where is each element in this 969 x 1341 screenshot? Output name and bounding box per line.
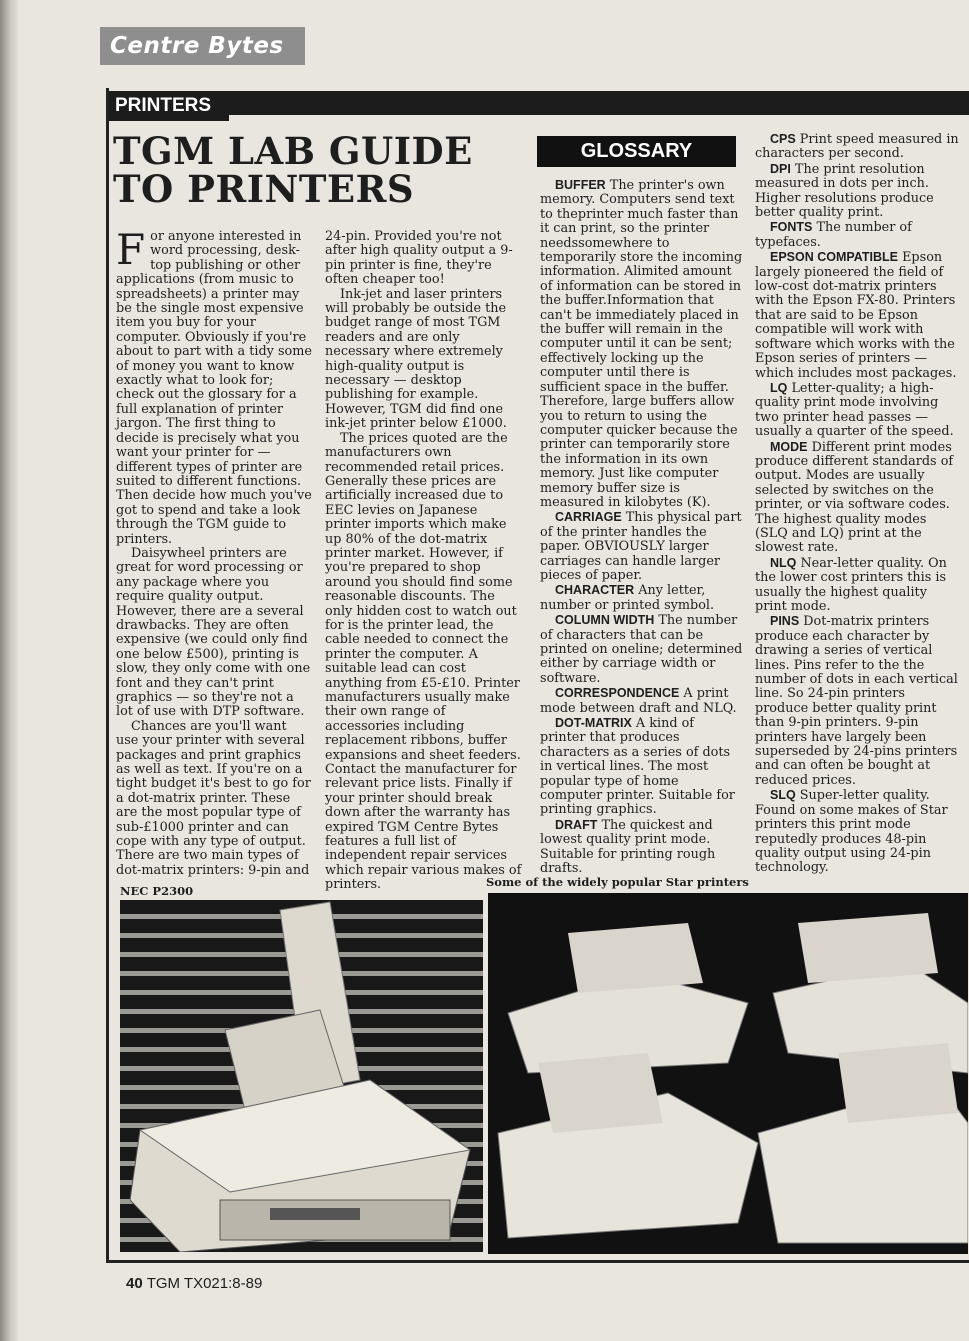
- glossary-term: CARRIAGE: [555, 510, 622, 525]
- page-spine-shadow: [0, 0, 18, 1341]
- body-column-1: [116, 225, 313, 878]
- glossary-column-right: [755, 132, 959, 876]
- category-bar: PRINTERS: [109, 91, 229, 121]
- folio: [126, 1275, 262, 1292]
- glossary-entry: [755, 556, 959, 615]
- paragraph: Daisywheel printers are great for word processing or any package where you require quality output. However, there are a several drawbacks. They are often expensive (we could only find one below £500), printing is slow, they only come with one font and they can't print graphics — so they're not a lot of use with DTP software.: [116, 545, 311, 720]
- glossary-term: BUFFER: [555, 178, 606, 192]
- glossary-entry: [755, 788, 959, 875]
- page-number: 40: [126, 1275, 143, 1292]
- issue-reference: TGM TX021:8-89: [146, 1275, 263, 1292]
- glossary-entry: [540, 510, 743, 583]
- glossary-definition: Epson largely pioneered the field of low-cost dot-matrix printers with the Epson FX-80. Printers that are said to be Epson compatible will work with software which works with the Epson series of printers — which includes most packages.: [755, 250, 957, 381]
- glossary-entry: [540, 686, 743, 716]
- glossary-term: PINS: [770, 614, 800, 629]
- glossary-term: CHARACTER: [555, 583, 635, 598]
- glossary-definition: Letter-quality; a high-quality print mode involving two printer head passes — usually a quarter of the speed.: [755, 380, 954, 440]
- glossary-term: FONTS: [770, 220, 813, 235]
- photo-nec-p2300: [120, 900, 483, 1252]
- paragraph: Chances are you'll want use your printer with several packages and print graphics as well as text. If you're on a tight budget it's best to go for a dot-matrix printer. These are the most popular type of sub-£1000 printer and can cope with any type of output. There are two main types of dot-matrix printers: 9-pin and: [116, 718, 311, 878]
- glossary-term: COLUMN WIDTH: [555, 613, 655, 628]
- glossary-definition: The number of characters that can be printed on oneline; determined either by carriage width or software.: [540, 613, 743, 686]
- glossary-definition: Super-letter quality. Found on some makes of Star printers this print mode reputedly produces 48-pin quality output using 24-pin technology.: [755, 788, 948, 876]
- glossary-entry: [755, 220, 959, 250]
- glossary-term: DPI: [770, 161, 791, 176]
- glossary-term: SLQ: [770, 788, 796, 803]
- glossary-definition: A kind of printer that produces characters as a series of dots in vertical lines. The most popular type of home computer printer. Suitable for printing graphics.: [540, 716, 735, 818]
- glossary-entry: [755, 381, 959, 440]
- drop-cap: F: [116, 225, 146, 274]
- glossary-definition: The printer's own memory. Computers send text to theprinter much faster than it can print, so the printer needssomewhere to temporarily store the incoming information. Alimited amount of information can be stored in the buffer.Information that can't be immediately placed in the buffer will remain in the computer until it can be sent; effectively locking up the computer until there is sufficient space in the buffer. Therefore, large buffers allow you to return to using the computer quicker because the printer can temporarily store the information in its own memory. Just like computer memory buffer size is measured in kilobytes (K).: [540, 178, 743, 510]
- glossary-definition: Different print modes produce different standards of output. Modes are usually selected by switches on the printer, or via software codes. The highest quality modes (SLQ and LQ) print at the slowest rate.: [755, 439, 954, 556]
- paragraph: or anyone interested in word processing, desk-top publishing or other applications (from music to spreadsheets) a printer may be the single most expensive item you buy for your computer. Obviously if you're about to part with a tidy some of money you want to know exactly what to look for; check out the glossary for a full explanation of printer jargon. The first thing to decide is precisely what you want your printer for — different types of printer are suited to different functions. Then decide how much you've got to spend and take a look through the TGM guide to printers.: [116, 229, 312, 547]
- printers-illustration: [488, 893, 968, 1254]
- glossary-term: LQ: [770, 380, 788, 395]
- glossary-definition: The number of typefaces.: [755, 220, 912, 250]
- printer-illustration: [120, 900, 483, 1252]
- glossary-entry: [540, 716, 743, 818]
- photo-star-printers: [488, 893, 968, 1254]
- glossary-entry: [755, 614, 959, 788]
- glossary-column-left: [540, 178, 743, 877]
- glossary-term: DOT-MATRIX: [555, 716, 632, 731]
- glossary-term: MODE: [770, 439, 808, 454]
- glossary-entry: [755, 132, 959, 162]
- glossary-entry: [755, 440, 959, 556]
- glossary-entry: [540, 178, 743, 510]
- glossary-entry: [755, 250, 959, 381]
- category-bar-band: [229, 91, 969, 115]
- glossary-heading: GLOSSARY: [537, 136, 736, 167]
- glossary-definition: Dot-matrix printers produce each character by drawing a series of vertical lines. Pins refer to the the number of dots in each vertical line. So 24-pin printers produce better quality print than 9-pin printers. 9-pin printers have largely been superseded by 24-pins printers and can often be bought at reduced prices.: [755, 614, 958, 788]
- glossary-entry: [540, 583, 743, 613]
- glossary-term: NLQ: [770, 555, 797, 570]
- paragraph: The prices quoted are the manufacturers own recommended retail prices. Generally these prices are artificially increased due to EEC levies on Japanese printer imports which make up 80% of the dot-matrix printer market. However, if you're prepared to shop around you should find some reasonable discounts. The only hidden cost to watch out for is the printer lead, the cable needed to connect the printer the computer. A suitable lead can cost anything from £5-£10. Printer manufacturers usually make their own range of accessories including replacement ribbons, buffer expansions and sheet feeders. Contact the manufacturer for relevant price lists. Finally if your printer should break down after the warranty has expired TGM Centre Bytes features a full list of independent repair services which repair various makes of printers.: [325, 430, 522, 893]
- section-tag: Centre Bytes: [100, 27, 305, 65]
- glossary-definition: The print resolution measured in dots per inch. Higher resolutions produce better quality print.: [755, 161, 934, 221]
- glossary-entry: [540, 818, 743, 877]
- glossary-definition: The quickest and lowest quality print mode. Suitable for printing rough drafts.: [540, 817, 716, 877]
- glossary-term: EPSON COMPATIBLE: [770, 250, 899, 265]
- caption-star: Some of the widely popular Star printers: [486, 875, 749, 889]
- paragraph: 24-pin. Provided you're not after high quality output a 9-pin printer is fine, they're often cheaper too!: [325, 229, 513, 288]
- glossary-definition: This physical part of the printer handles the paper. OBVIOUSLY larger carriages can handle larger pieces of paper.: [540, 510, 742, 583]
- glossary-definition: Near-letter quality. On the lower cost printers this is usually the highest quality print mode.: [755, 555, 947, 614]
- glossary-definition: Print speed measured in characters per second.: [755, 132, 959, 162]
- glossary-entry: [540, 613, 743, 686]
- body-column-2: [325, 230, 523, 893]
- glossary-term: DRAFT: [555, 817, 598, 832]
- glossary-definition: A print mode between draft and NLQ.: [540, 686, 737, 716]
- glossary-definition: Any letter, number or printed symbol.: [540, 583, 715, 613]
- glossary-term: CORRESPONDENCE: [555, 686, 680, 701]
- headline: TGM LAB GUIDE TO PRINTERS: [113, 129, 473, 211]
- paragraph: Ink-jet and laser printers will probably be outside the budget range of most TGM readers and are only necessary where extremely high-quality output is necessary — desktop publishing for example. However, TGM did find one ink-jet printer below £1000.: [325, 286, 507, 432]
- glossary-entry: [755, 162, 959, 221]
- caption-nec: NEC P2300: [120, 884, 194, 898]
- glossary-term: CPS: [770, 132, 796, 146]
